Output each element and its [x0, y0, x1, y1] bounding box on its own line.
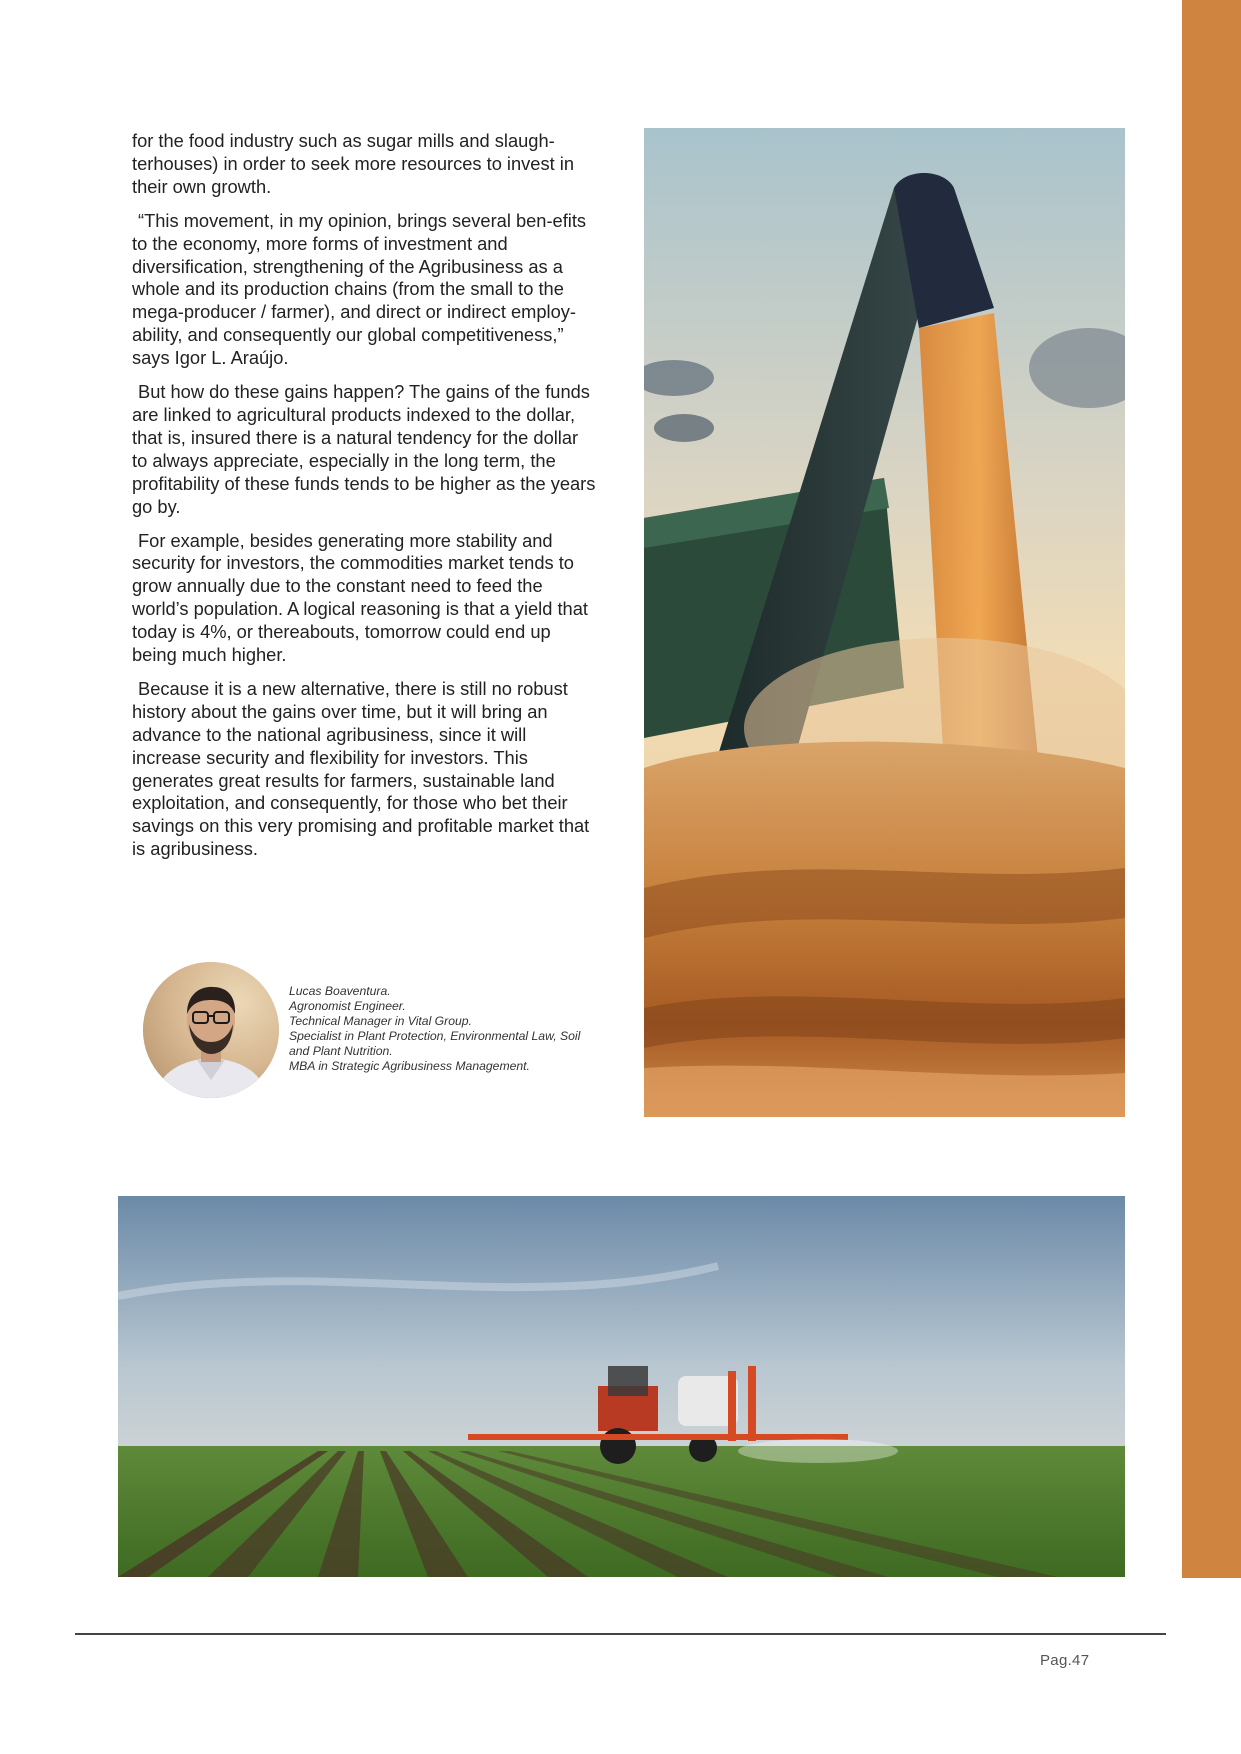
author-role: Technical Manager in Vital Group. [289, 1014, 472, 1028]
author-info [289, 984, 599, 1074]
footer-divider [75, 1633, 1166, 1635]
article-body [132, 130, 597, 872]
article-paragraph: Because it is a new alternative, there is still no robust history about the gains over time, but it will bring an advance to the national agribusiness, since it will increase security and flexibility for investors. This generates great results for farmers, sustainable land exploitation, and consequently, for those who bet their savings on this very promising and profitable market that is agribusiness. [132, 677, 590, 860]
accent-side-bar [1182, 0, 1241, 1578]
article-paragraph: “This movement, in my opinion, brings several ben-efits to the economy, more forms of investment and diversification, strengthening of the Agribusiness as a whole and its production chains (from the small to the mega-producer / farmer), and direct or indirect employ-ability, and consequently our global competitiveness,” says Igor L. Araújo. [132, 209, 587, 369]
author-name: Lucas Boaventura. [289, 984, 391, 998]
author-mba: MBA in Strategic Agribusiness Management. [289, 1059, 530, 1073]
article-paragraph: For example, besides generating more stability and security for investors, the commodities market tends to grow annually due to the constant need to feed the world’s population. A logical reasoning is that a yield that today is 4%, or thereabouts, tomorrow could end up being much higher. [132, 529, 588, 666]
article-paragraph: But how do these gains happen? The gains of the funds are linked to agricultural products indexed to the dollar, that is, insured there is a natural tendency for the dollar to always appreciate, especially in the long term, the profitability of these funds tends to be higher as the years go by. [132, 381, 596, 517]
author-avatar [143, 962, 279, 1098]
author-block [143, 962, 603, 1102]
article-paragraph: for the food industry such as sugar mills and slaugh-terhouses) in order to seek more resources to invest in their own growth. [132, 130, 574, 197]
page-number: Pag.47 [1040, 1652, 1090, 1669]
author-title: Agronomist Engineer. [289, 999, 406, 1013]
grain-harvest-photo [644, 128, 1125, 1117]
author-portrait-image [143, 962, 279, 1098]
tractor-field-photo [118, 1196, 1125, 1577]
author-specialty: Specialist in Plant Protection, Environmental Law, Soil and Plant Nutrition. [289, 1029, 581, 1058]
